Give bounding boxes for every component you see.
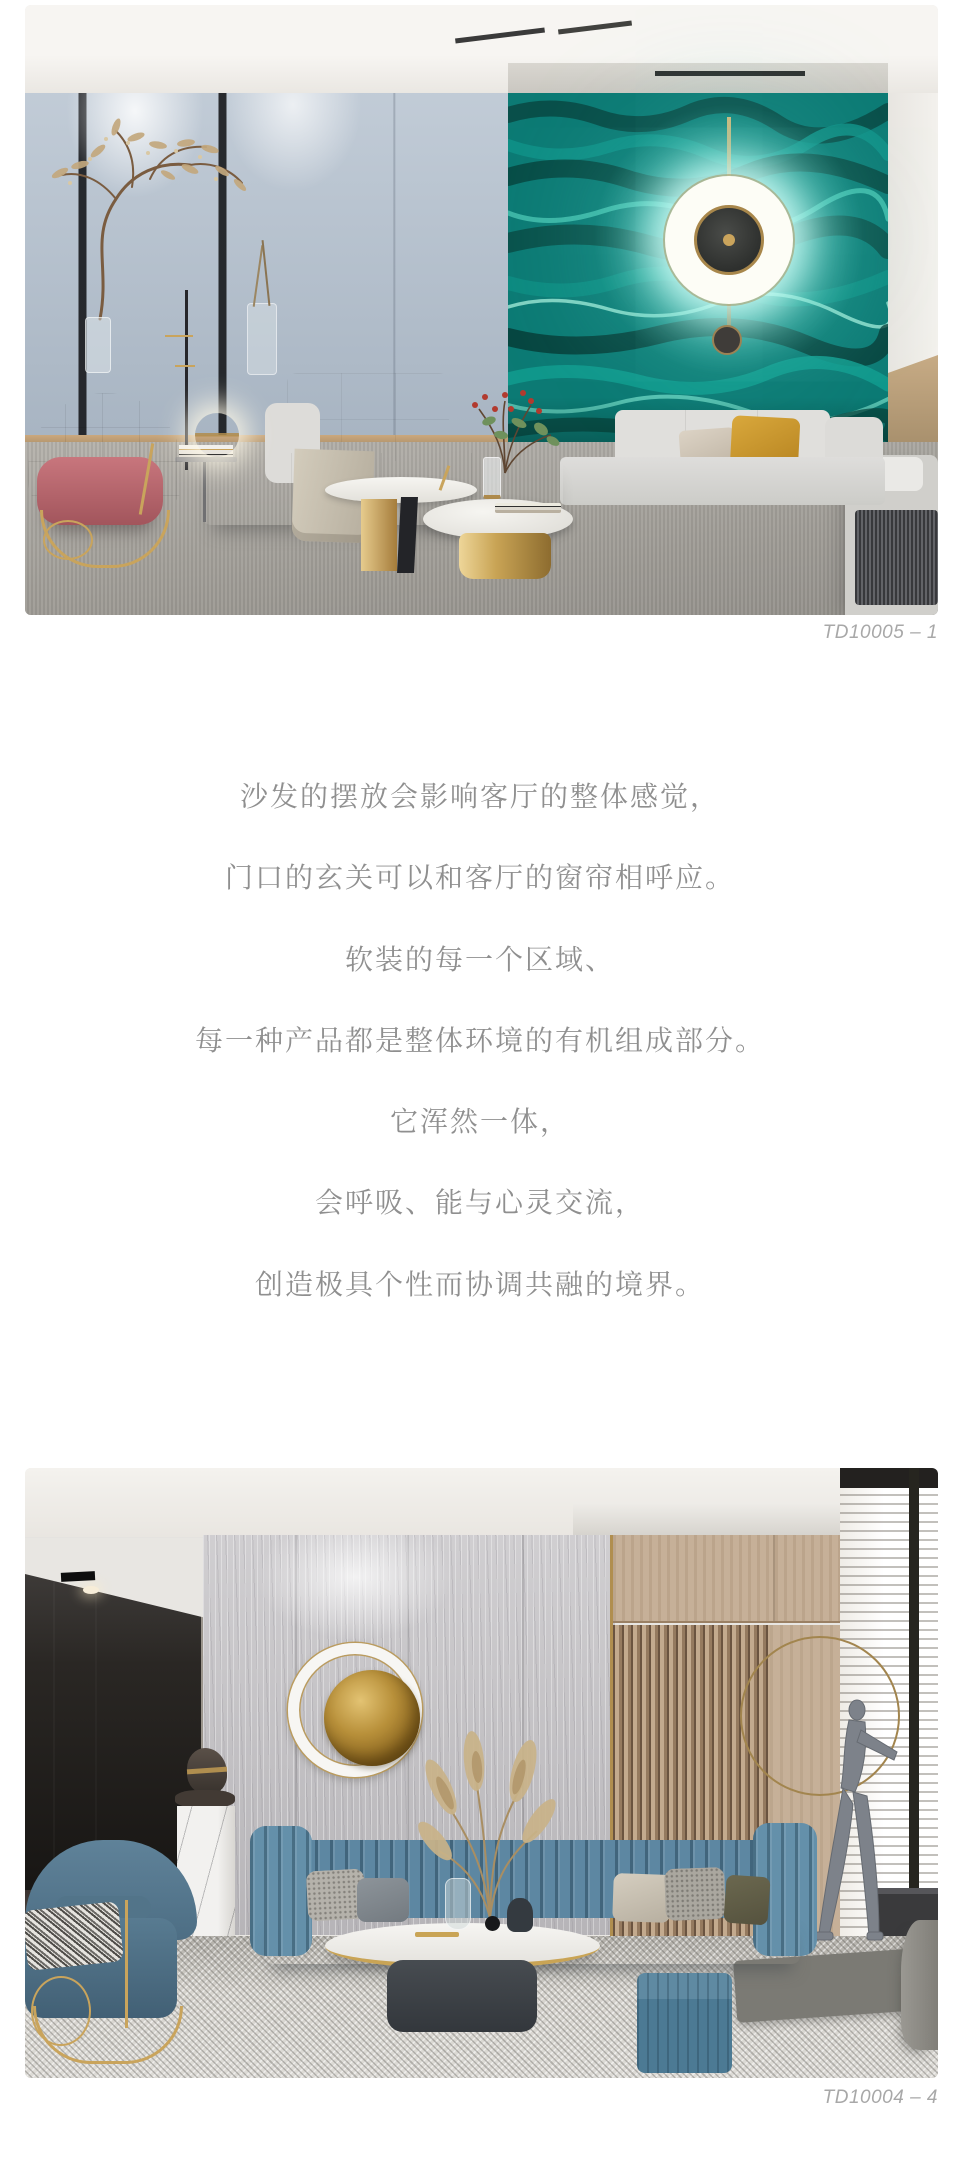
floor-lamp-pole xyxy=(185,290,188,470)
window-header xyxy=(840,1468,938,1488)
wood-wall-upper xyxy=(613,1535,840,1623)
branch-vase xyxy=(85,317,111,373)
glass-vase xyxy=(247,303,277,375)
chaise-sofa-seat xyxy=(560,457,885,505)
daybed-throw xyxy=(855,510,938,605)
interior-photo-1 xyxy=(25,5,938,615)
dried-branch-plant xyxy=(40,87,265,322)
ceiling xyxy=(25,1468,938,1538)
side-table xyxy=(175,457,237,462)
intro-line: 会呼吸、能与心灵交流， xyxy=(314,1187,645,1219)
photo-1-caption: TD10005 – 1 xyxy=(822,622,938,643)
side-table-leg xyxy=(203,462,206,522)
intro-copy xyxy=(0,756,960,1325)
photo-2-caption: TD10004 – 4 xyxy=(822,2087,938,2108)
sculpt-chair xyxy=(901,1920,938,2050)
mobile-bar xyxy=(165,335,193,337)
ceiling-vent xyxy=(455,28,545,44)
wall-lamp-hub xyxy=(723,234,735,246)
wall-lamp-counterweight xyxy=(712,325,742,355)
intro-line: 门口的玄关可以和客厅的窗帘相呼应。 xyxy=(224,862,735,894)
table-sphere-decor xyxy=(485,1916,500,1931)
intro-line: 每一种产品都是整体环境的有机组成部分。 xyxy=(194,1024,765,1056)
sphere-floor-lamp xyxy=(195,413,239,457)
table-glass-vase xyxy=(445,1878,471,1930)
intro-line: 软装的每一个区域、 xyxy=(344,943,615,975)
table-books xyxy=(495,503,561,513)
table-gold-tray xyxy=(415,1932,459,1937)
blue-ottoman xyxy=(637,1973,732,2073)
ceiling-vent xyxy=(655,71,805,76)
ceiling-recess xyxy=(508,63,888,97)
armchair-gold-hoop xyxy=(43,520,93,560)
knit-pillow xyxy=(664,1867,726,1921)
armchair-gold-hoop xyxy=(31,1976,91,2046)
houndstooth-throw xyxy=(25,1901,124,1971)
ceiling-vent xyxy=(558,21,632,35)
coffee-table-base xyxy=(387,1960,537,2032)
intro-line: 它浑然一体， xyxy=(389,1106,570,1138)
track-light xyxy=(61,1571,95,1582)
pampas-grass xyxy=(405,1713,575,1923)
intro-line: 沙发的摆放会影响客厅的整体感觉， xyxy=(239,781,720,812)
organic-table-gold-leg xyxy=(361,499,397,571)
corridor-spotlight xyxy=(83,1586,99,1594)
mobile-bar xyxy=(175,365,195,367)
intro-line: 创造极具个性而协调共融的境界。 xyxy=(254,1268,705,1300)
coffee-table-gold-drum xyxy=(459,533,551,579)
interior-photo-2 xyxy=(25,1468,938,2078)
table-jug xyxy=(507,1898,533,1932)
ceiling xyxy=(25,5,938,97)
